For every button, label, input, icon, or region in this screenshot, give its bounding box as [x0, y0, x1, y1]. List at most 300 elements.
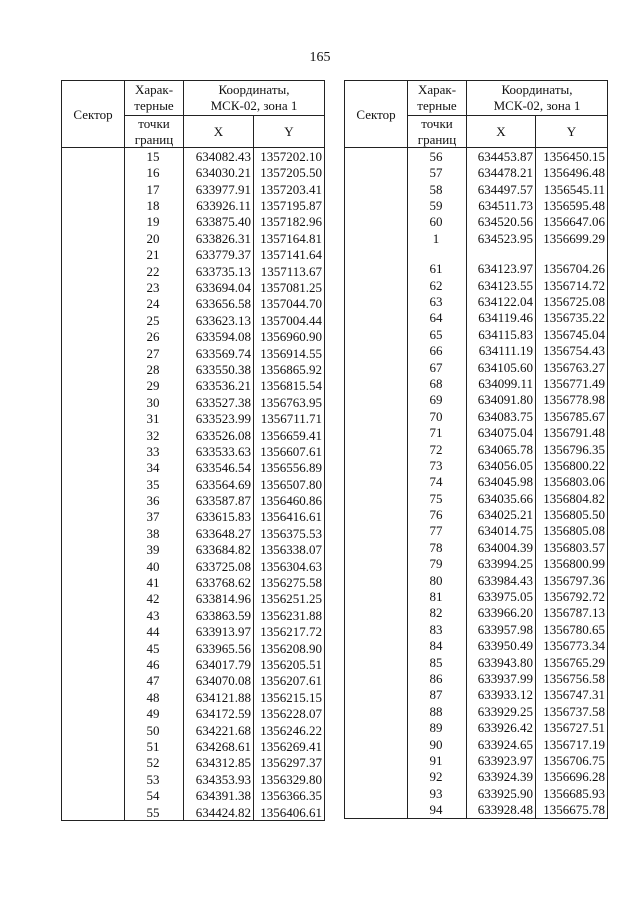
point-cell: 82: [408, 605, 467, 621]
y-cell: 1357113.67: [254, 263, 325, 279]
x-cell: 634520.56: [467, 214, 536, 230]
sector-cell: [62, 263, 125, 279]
table-row: [345, 457, 608, 473]
point-cell: 25: [125, 312, 184, 328]
sector-cell: [62, 247, 125, 263]
x-cell: 634056.05: [467, 457, 536, 473]
table-row: [345, 670, 608, 686]
point-cell: 67: [408, 359, 467, 375]
x-cell: 633943.80: [467, 654, 536, 670]
sector-cell: [62, 181, 125, 197]
x-cell: 634497.57: [467, 181, 536, 197]
y-cell: 1356747.31: [536, 687, 608, 703]
sector-cell: [345, 687, 408, 703]
point-cell: 28: [125, 361, 184, 377]
sector-cell: [62, 197, 125, 213]
table-row: [345, 556, 608, 572]
x-cell: 634119.46: [467, 310, 536, 326]
point-cell: 27: [125, 345, 184, 361]
y-cell: 1356406.61: [254, 804, 325, 821]
y-cell: 1357044.70: [254, 296, 325, 312]
point-cell: 46: [125, 656, 184, 672]
x-cell: 633924.39: [467, 769, 536, 785]
table-row: [62, 574, 325, 590]
table-row: [62, 624, 325, 640]
sector-cell: [345, 785, 408, 801]
table-row: [62, 312, 325, 328]
x-cell: 633913.97: [184, 624, 254, 640]
point-cell: 81: [408, 588, 467, 604]
table-row: [62, 427, 325, 443]
sector-cell: [62, 656, 125, 672]
sector-cell: [345, 359, 408, 375]
point-cell: 19: [125, 214, 184, 230]
y-cell: 1357203.41: [254, 181, 325, 197]
point-cell: 23: [125, 279, 184, 295]
x-cell: 633648.27: [184, 525, 254, 541]
point-cell: 91: [408, 752, 467, 768]
point-cell: 51: [125, 738, 184, 754]
x-cell: 634083.75: [467, 408, 536, 424]
sector-cell: [62, 443, 125, 459]
sector-cell: [345, 457, 408, 473]
y-cell: 1356791.48: [536, 424, 608, 440]
table-row: [62, 394, 325, 410]
table-row: [62, 673, 325, 689]
header-points-bottom: точки границ: [125, 116, 184, 148]
table-row: [345, 261, 608, 277]
point-cell: 40: [125, 558, 184, 574]
y-cell: 1356460.86: [254, 492, 325, 508]
sector-cell: [345, 392, 408, 408]
x-cell: 634025.21: [467, 506, 536, 522]
table-row: [345, 621, 608, 637]
point-cell: 72: [408, 441, 467, 457]
y-cell: 1356745.04: [536, 326, 608, 342]
y-cell: 1356275.58: [254, 574, 325, 590]
point-cell: 36: [125, 492, 184, 508]
coordinates-table-left: [61, 80, 325, 821]
x-cell: 634172.59: [184, 705, 254, 721]
table-row: [345, 736, 608, 752]
point-cell: 22: [125, 263, 184, 279]
table-row: [345, 293, 608, 309]
y-cell: 1356696.28: [536, 769, 608, 785]
x-cell: 633994.25: [467, 556, 536, 572]
x-cell: 633656.58: [184, 296, 254, 312]
x-cell: 633929.25: [467, 703, 536, 719]
point-cell: 63: [408, 293, 467, 309]
x-cell: 633725.08: [184, 558, 254, 574]
table-row: [345, 359, 608, 375]
point-cell: 20: [125, 230, 184, 246]
sector-cell: [62, 640, 125, 656]
sector-cell: [345, 342, 408, 358]
point-cell: 30: [125, 394, 184, 410]
y-cell: 1356803.06: [536, 474, 608, 490]
point-cell: 62: [408, 277, 467, 293]
x-cell: 633863.59: [184, 607, 254, 623]
point-cell: 34: [125, 460, 184, 476]
point-cell: 92: [408, 769, 467, 785]
sector-cell: [345, 654, 408, 670]
x-cell: 633933.12: [467, 687, 536, 703]
y-cell: 1356496.48: [536, 165, 608, 181]
y-cell: 1356792.72: [536, 588, 608, 604]
sector-cell: [62, 312, 125, 328]
y-cell: 1356803.57: [536, 539, 608, 555]
point-cell: 60: [408, 214, 467, 230]
table-row: [62, 476, 325, 492]
y-cell: 1356416.61: [254, 509, 325, 525]
point-cell: 78: [408, 539, 467, 555]
table-row: [345, 342, 608, 358]
y-cell: 1356787.13: [536, 605, 608, 621]
x-cell: 634312.85: [184, 755, 254, 771]
table-row: [345, 375, 608, 391]
y-cell: 1356780.65: [536, 621, 608, 637]
table-row: [345, 506, 608, 522]
point-cell: 32: [125, 427, 184, 443]
sector-cell: [62, 755, 125, 771]
header-coordinates: Координаты, МСК-02, зона 1: [467, 81, 608, 116]
sector-cell: [345, 801, 408, 818]
y-cell: 1356796.35: [536, 441, 608, 457]
table-row: [62, 263, 325, 279]
table-row: [345, 214, 608, 230]
table-row: [345, 785, 608, 801]
sector-cell: [345, 214, 408, 230]
y-cell: 1356914.55: [254, 345, 325, 361]
x-cell: 633950.49: [467, 638, 536, 654]
x-cell: 633957.98: [467, 621, 536, 637]
sector-cell: [62, 607, 125, 623]
x-cell: 633523.99: [184, 410, 254, 426]
table-row: [62, 230, 325, 246]
table-row: [62, 804, 325, 821]
point-cell: 37: [125, 509, 184, 525]
header-points-bottom: точки границ: [408, 116, 467, 148]
y-cell: 1356763.27: [536, 359, 608, 375]
y-cell: 1356207.61: [254, 673, 325, 689]
y-cell: 1356714.72: [536, 277, 608, 293]
x-cell: 634004.39: [467, 539, 536, 555]
sector-cell: [62, 509, 125, 525]
sector-cell: [345, 539, 408, 555]
point-cell: 1: [408, 230, 467, 246]
table-row: [62, 689, 325, 705]
x-cell: 633594.08: [184, 328, 254, 344]
sector-cell: [62, 345, 125, 361]
x-cell: 634453.87: [467, 148, 536, 165]
x-cell: 634424.82: [184, 804, 254, 821]
table-row: [62, 509, 325, 525]
point-cell: 75: [408, 490, 467, 506]
sector-cell: [345, 719, 408, 735]
header-sector: Сектор: [345, 81, 408, 148]
sector-cell: [345, 326, 408, 342]
x-cell: 633564.69: [184, 476, 254, 492]
sector-cell: [62, 738, 125, 754]
x-cell: 633926.11: [184, 197, 254, 213]
sector-cell: [62, 689, 125, 705]
point-cell: 56: [408, 148, 467, 165]
y-cell: 1356659.41: [254, 427, 325, 443]
point-cell: 35: [125, 476, 184, 492]
x-cell: 633965.56: [184, 640, 254, 656]
table-row: [62, 771, 325, 787]
point-cell: 77: [408, 523, 467, 539]
table-row: [62, 181, 325, 197]
y-cell: 1356215.15: [254, 689, 325, 705]
table-row: [345, 165, 608, 181]
table-row: [345, 181, 608, 197]
sector-cell: [62, 542, 125, 558]
point-cell: 73: [408, 457, 467, 473]
sector-cell: [345, 165, 408, 181]
table-row: [345, 752, 608, 768]
sector-cell: [345, 605, 408, 621]
sector-cell: [345, 752, 408, 768]
y-cell: 1357195.87: [254, 197, 325, 213]
y-cell: 1356756.58: [536, 670, 608, 686]
sector-cell: [62, 722, 125, 738]
point-cell: 47: [125, 673, 184, 689]
sector-cell: [62, 460, 125, 476]
table-row: [345, 605, 608, 621]
x-cell: 633814.96: [184, 591, 254, 607]
table-row: [62, 410, 325, 426]
point-cell: 88: [408, 703, 467, 719]
y-cell: 1356217.72: [254, 624, 325, 640]
sector-cell: [345, 230, 408, 246]
sector-cell: [62, 771, 125, 787]
x-cell: 634478.21: [467, 165, 536, 181]
table-row: [345, 474, 608, 490]
x-cell: 633925.90: [467, 785, 536, 801]
table-row: [62, 345, 325, 361]
table-row: [345, 277, 608, 293]
point-cell: 26: [125, 328, 184, 344]
point-cell: 85: [408, 654, 467, 670]
table-row: [62, 247, 325, 263]
point-cell: 45: [125, 640, 184, 656]
y-cell: 1357004.44: [254, 312, 325, 328]
x-cell: 634221.68: [184, 722, 254, 738]
header-sector: Сектор: [62, 81, 125, 148]
x-cell: 633684.82: [184, 542, 254, 558]
x-cell: 633526.08: [184, 427, 254, 443]
sector-cell: [345, 670, 408, 686]
table-row: [345, 148, 608, 165]
point-cell: 58: [408, 181, 467, 197]
table-row: [62, 279, 325, 295]
x-cell: 633615.83: [184, 509, 254, 525]
point-cell: 16: [125, 165, 184, 181]
y-cell: 1356246.22: [254, 722, 325, 738]
y-cell: 1356297.37: [254, 755, 325, 771]
x-cell: 633694.04: [184, 279, 254, 295]
sector-cell: [345, 474, 408, 490]
sector-cell: [345, 441, 408, 457]
sector-cell: [62, 378, 125, 394]
sector-cell: [62, 804, 125, 821]
point-cell: 74: [408, 474, 467, 490]
point-cell: 64: [408, 310, 467, 326]
point-cell: 18: [125, 197, 184, 213]
x-cell: 633768.62: [184, 574, 254, 590]
sector-cell: [62, 624, 125, 640]
y-cell: 1356727.51: [536, 719, 608, 735]
sector-cell: [62, 328, 125, 344]
x-cell: 634123.55: [467, 277, 536, 293]
y-cell: 1356375.53: [254, 525, 325, 541]
x-cell: 634523.95: [467, 230, 536, 246]
table-row: [345, 638, 608, 654]
sector-cell: [62, 427, 125, 443]
x-cell: 634030.21: [184, 165, 254, 181]
point-cell: 17: [125, 181, 184, 197]
x-cell: 634353.93: [184, 771, 254, 787]
x-cell: 634115.83: [467, 326, 536, 342]
table-row: [62, 492, 325, 508]
table-row: [62, 443, 325, 459]
table-row: [62, 705, 325, 721]
point-cell: 50: [125, 722, 184, 738]
y-cell: 1356865.92: [254, 361, 325, 377]
x-cell: 634014.75: [467, 523, 536, 539]
table-row: [345, 197, 608, 213]
y-cell: 1356366.35: [254, 787, 325, 803]
y-cell: 1356545.11: [536, 181, 608, 197]
y-cell: 1356800.99: [536, 556, 608, 572]
y-cell: 1356685.93: [536, 785, 608, 801]
sector-cell: [62, 410, 125, 426]
y-cell: 1356205.51: [254, 656, 325, 672]
y-cell: 1356773.34: [536, 638, 608, 654]
y-cell: 1356228.07: [254, 705, 325, 721]
y-cell: 1356797.36: [536, 572, 608, 588]
y-cell: 1356556.89: [254, 460, 325, 476]
table-row: [345, 801, 608, 818]
sector-cell: [345, 638, 408, 654]
table-row: [62, 787, 325, 803]
x-cell: 633587.87: [184, 492, 254, 508]
point-cell: 41: [125, 574, 184, 590]
sector-cell: [62, 525, 125, 541]
point-cell: 83: [408, 621, 467, 637]
table-row: [345, 539, 608, 555]
x-cell: 633977.91: [184, 181, 254, 197]
x-cell: 633984.43: [467, 572, 536, 588]
point-cell: 29: [125, 378, 184, 394]
table-row: [345, 490, 608, 506]
x-cell: 633533.63: [184, 443, 254, 459]
coordinates-table-right: [344, 80, 608, 819]
table-row: [62, 197, 325, 213]
x-cell: 634099.11: [467, 375, 536, 391]
header-x: X: [467, 116, 536, 148]
point-cell: 87: [408, 687, 467, 703]
table-body-right: [345, 148, 608, 819]
table-row: [62, 738, 325, 754]
y-cell: 1356231.88: [254, 607, 325, 623]
table-row: [345, 703, 608, 719]
y-cell: 1357182.96: [254, 214, 325, 230]
sector-cell: [62, 394, 125, 410]
table-row: [345, 588, 608, 604]
sector-cell: [345, 181, 408, 197]
sector-cell: [62, 591, 125, 607]
y-cell: 1356450.15: [536, 148, 608, 165]
y-cell: 1356778.98: [536, 392, 608, 408]
point-cell: 43: [125, 607, 184, 623]
x-cell: 634017.79: [184, 656, 254, 672]
table-row: [62, 361, 325, 377]
header-y: Y: [536, 116, 608, 148]
x-cell: 634391.38: [184, 787, 254, 803]
point-cell: 53: [125, 771, 184, 787]
header-points-top: Харак- терные: [408, 81, 467, 116]
table-row: [345, 441, 608, 457]
x-cell: 633928.48: [467, 801, 536, 818]
point-cell: 86: [408, 670, 467, 686]
point-cell: 48: [125, 689, 184, 705]
point-cell: 49: [125, 705, 184, 721]
sector-cell: [62, 214, 125, 230]
table-row: [345, 247, 608, 261]
sector-cell: [62, 492, 125, 508]
x-cell: 633546.54: [184, 460, 254, 476]
point-cell: 70: [408, 408, 467, 424]
x-cell: 634121.88: [184, 689, 254, 705]
table-row: [62, 640, 325, 656]
x-cell: 633966.20: [467, 605, 536, 621]
sector-cell: [62, 230, 125, 246]
y-cell: [536, 247, 608, 261]
table-row: [62, 722, 325, 738]
table-row: [345, 572, 608, 588]
point-cell: 57: [408, 165, 467, 181]
x-cell: 633735.13: [184, 263, 254, 279]
sector-cell: [62, 148, 125, 165]
x-cell: 633975.05: [467, 588, 536, 604]
table-row: [62, 296, 325, 312]
sector-cell: [62, 296, 125, 312]
table-row: [62, 165, 325, 181]
table-row: [345, 424, 608, 440]
sector-cell: [345, 247, 408, 261]
sector-cell: [345, 277, 408, 293]
point-cell: 71: [408, 424, 467, 440]
table-row: [345, 769, 608, 785]
y-cell: 1356699.29: [536, 230, 608, 246]
table-row: [62, 378, 325, 394]
y-cell: 1356717.19: [536, 736, 608, 752]
y-cell: 1356675.78: [536, 801, 608, 818]
sector-cell: [345, 197, 408, 213]
y-cell: 1357202.10: [254, 148, 325, 165]
table-row: [345, 523, 608, 539]
table-row: [62, 328, 325, 344]
x-cell: 634065.78: [467, 441, 536, 457]
point-cell: 61: [408, 261, 467, 277]
y-cell: 1356771.49: [536, 375, 608, 391]
y-cell: 1356507.80: [254, 476, 325, 492]
y-cell: 1356735.22: [536, 310, 608, 326]
point-cell: 84: [408, 638, 467, 654]
sector-cell: [345, 310, 408, 326]
